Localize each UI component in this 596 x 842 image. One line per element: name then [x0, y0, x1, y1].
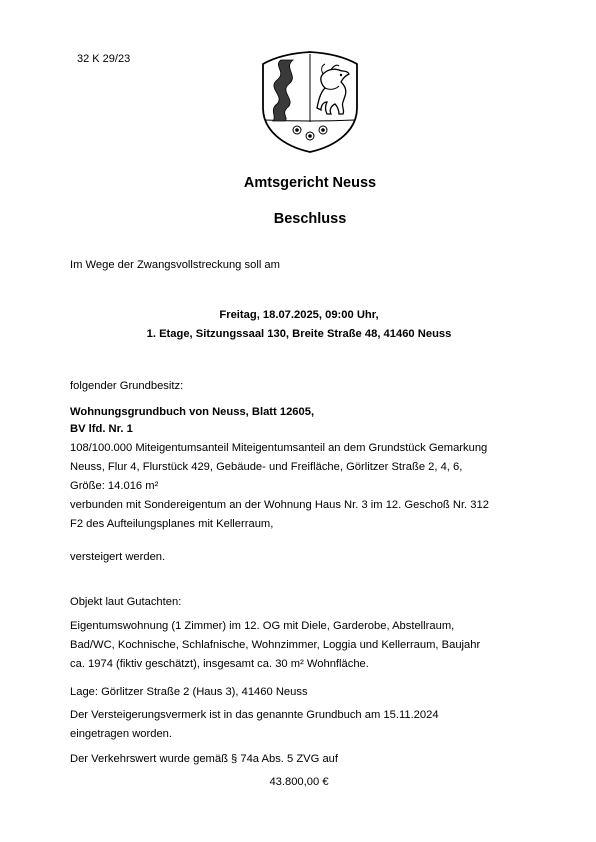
register-entry: [70, 706, 439, 744]
property-description: [70, 439, 540, 534]
description-line: 108/100.000 Miteigentumsanteil Miteigentumsanteil an dem Grundstück Gemarkung: [70, 442, 488, 454]
market-value-amount: 43.800,00 €: [269, 776, 329, 788]
register-title: Wohnungsgrundbuch von Neuss, Blatt 12605,: [70, 406, 315, 418]
description-line: F2 des Aufteilungsplanes mit Kellerraum,: [70, 518, 274, 530]
auction-statement: versteigert werden.: [70, 551, 166, 563]
intro-text: Im Wege der Zwangsvollstreckung soll am: [70, 259, 280, 271]
description-line: Neuss, Flur 4, Flurstück 429, Gebäude- und Freifläche, Görlitzer Straße 2, 4, 6,: [70, 461, 463, 473]
appraisal-heading: Objekt laut Gutachten:: [70, 596, 182, 608]
apartment-description: [70, 617, 540, 674]
property-intro: folgender Grundbesitz:: [70, 380, 184, 392]
appointment-date: Freitag, 18.07.2025, 09:00 Uhr,: [219, 309, 379, 321]
apartment-line: Eigentumswohnung (1 Zimmer) im 12. OG mit Diele, Garderobe, Abstellraum,: [70, 620, 455, 632]
decision-title: Beschluss: [273, 211, 347, 227]
description-line: Größe: 14.016 m²: [70, 480, 159, 492]
entry-line: Der Versteigerungsvermerk ist in das genannte Grundbuch am 15.11.2024: [70, 709, 439, 721]
case-number: 32 K 29/23: [77, 53, 131, 65]
apartment-line: Bad/WC, Kochnische, Schlafnische, Wohnzimmer, Loggia und Kellerraum, Baujahr: [70, 639, 481, 651]
bv-number: BV lfd. Nr. 1: [70, 423, 133, 435]
coat-of-arms-icon: [259, 50, 361, 154]
description-line: verbunden mit Sondereigentum an der Wohnung Haus Nr. 3 im 12. Geschoß Nr. 312: [70, 499, 489, 511]
location-line: Lage: Görlitzer Straße 2 (Haus 3), 41460 Neuss: [70, 686, 308, 698]
apartment-line: ca. 1974 (fiktiv geschätzt), insgesamt ca. 30 m² Wohnfläche.: [70, 658, 369, 670]
market-value-statement: Der Verkehrswert wurde gemäß § 74a Abs. 5 ZVG auf: [70, 753, 339, 765]
entry-line: eingetragen worden.: [70, 728, 173, 740]
court-name: Amtsgericht Neuss: [243, 175, 377, 191]
appointment-place: 1. Etage, Sitzungssaal 130, Breite Straße 48, 41460 Neuss: [146, 328, 452, 340]
